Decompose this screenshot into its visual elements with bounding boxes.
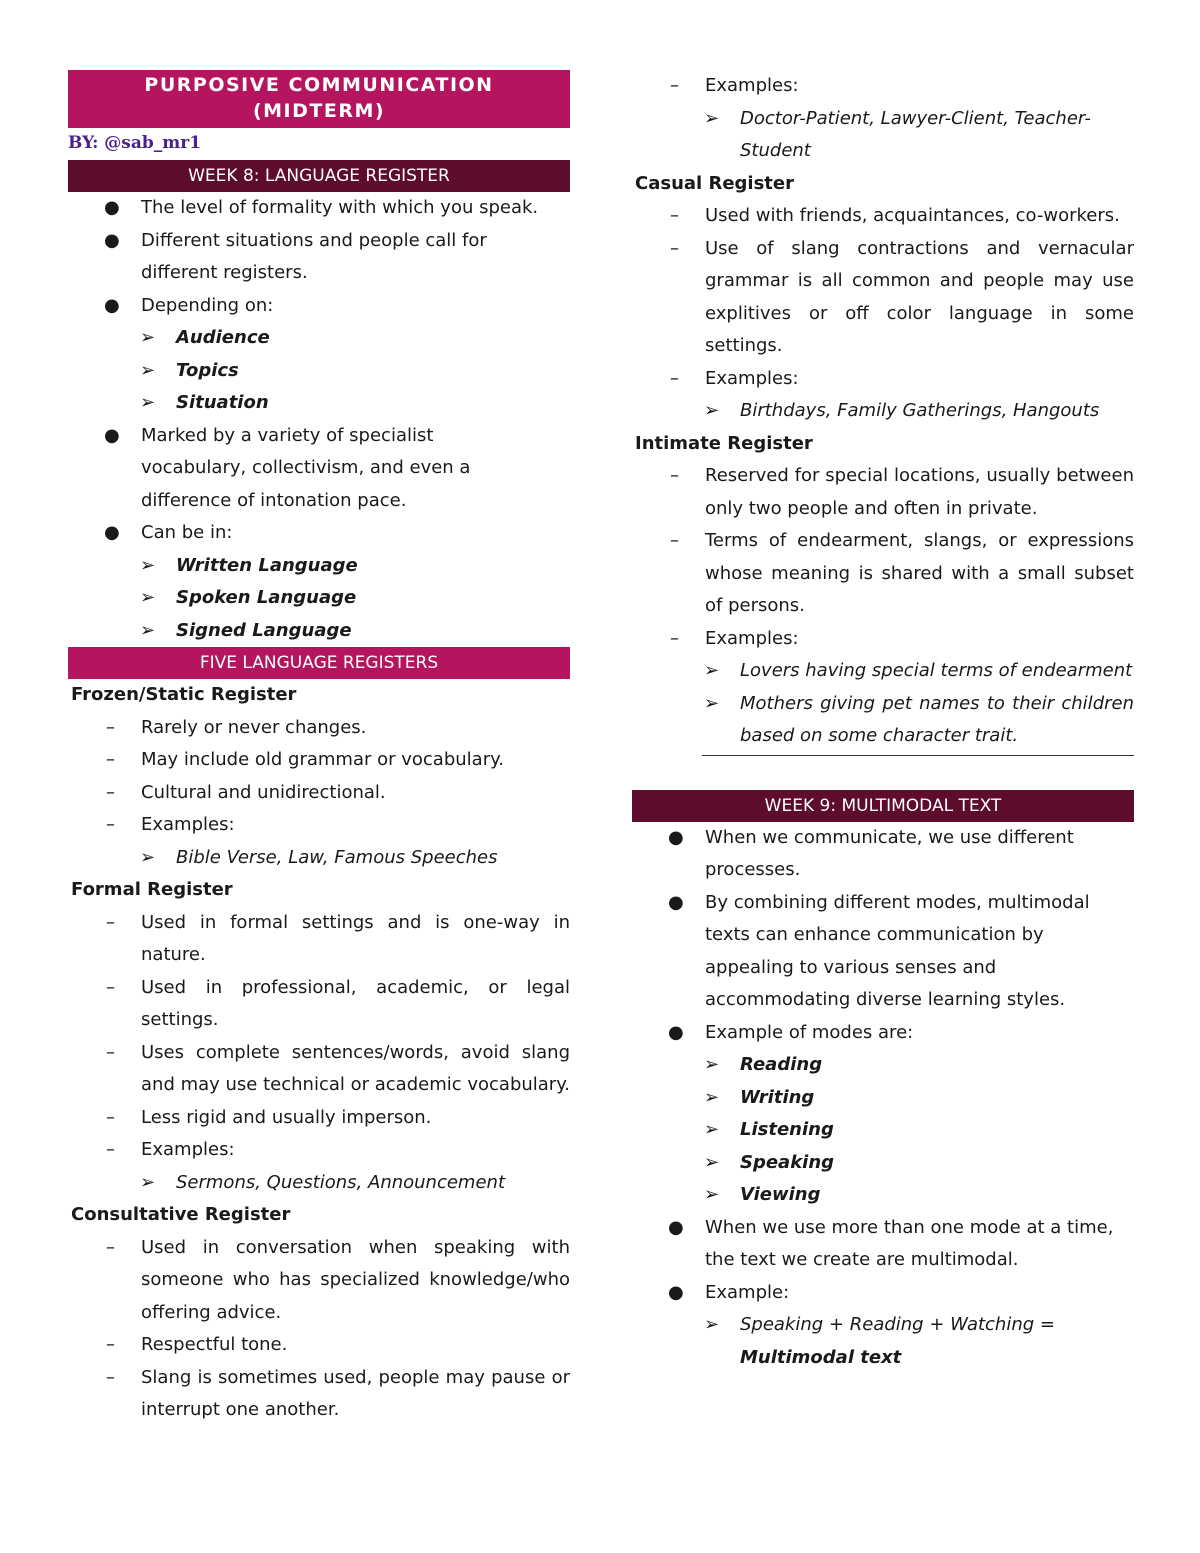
list-item: ➢ Speaking + Reading + Watching = Multimodal text (704, 1314, 1055, 1368)
list-item: ● Depending on: (104, 294, 274, 316)
list-item: – Examples: (670, 627, 799, 649)
week9-heading: WEEK 9: MULTIMODAL TEXT (632, 790, 1134, 822)
list-item: ➢ Audience (140, 327, 270, 348)
author-byline: BY: @sab_mr1 (68, 133, 202, 153)
list-item: – Used in conversation when speaking with someone who has specialized knowledge/who offering advice. (106, 1236, 570, 1323)
list-item: – Use of slang contractions and vernacular grammar is all common and people may use explitives or off color language in some settings. (670, 237, 1134, 356)
list-item: – May include old grammar or vocabulary. (106, 749, 504, 770)
consultative-register-title: Consultative Register (71, 1204, 291, 1225)
intimate-register-title: Intimate Register (635, 432, 813, 454)
list-item: ● Can be in: (104, 522, 233, 543)
list-item: ➢ Lovers having special terms of endearment (704, 660, 1133, 681)
title-line-1: PURPOSIVE COMMUNICATION (144, 74, 494, 96)
list-item: ➢ Viewing (704, 1184, 821, 1205)
list-item: ➢ Spoken Language (140, 587, 357, 608)
list-item: ➢ Mothers giving pet names to their children based on some character trait. (704, 692, 1134, 746)
list-item: ● Example of modes are: (668, 1021, 914, 1043)
list-item: ➢ Signed Language (140, 619, 352, 641)
example-result: Multimodal text (740, 1346, 902, 1368)
list-item: ● The level of formality with which you speak. (104, 197, 539, 218)
list-item: ➢ Topics (140, 359, 239, 381)
formal-register-title: Formal Register (71, 879, 233, 900)
list-item: – Cultural and unidirectional. (106, 781, 386, 803)
list-item: – Reserved for special locations, usually between only two people and often in private. (670, 465, 1134, 519)
list-item: – Respectful tone. (106, 1334, 288, 1355)
list-item: ● Different situations and people call for different registers. (104, 229, 487, 283)
five-registers-heading: FIVE LANGUAGE REGISTERS (68, 647, 570, 679)
list-item: ➢ Bible Verse, Law, Famous Speeches (140, 846, 498, 868)
right-column (632, 70, 1134, 1374)
document-title (68, 70, 570, 128)
list-item: – Examples: (106, 814, 235, 835)
list-item: ➢ Speaking (704, 1151, 835, 1173)
list-item: – Uses complete sentences/words, avoid slang and may use technical or academic vocabulary. (106, 1041, 571, 1095)
list-item: – Used with friends, acquaintances, co-workers. (670, 205, 1120, 226)
list-item: – Examples: (106, 1139, 235, 1160)
list-item: ➢ Listening (704, 1119, 834, 1140)
title-line-2: (MIDTERM) (252, 100, 386, 122)
list-item: ● When we use more than one mode at a time, the text we create are multimodal. (668, 1216, 1114, 1270)
list-item: – Used in professional, academic, or legal settings. (106, 976, 570, 1030)
list-item: ➢ Written Language (140, 554, 358, 576)
list-item: ➢ Birthdays, Family Gatherings, Hangouts (704, 400, 1100, 421)
list-item: ➢ Doctor-Patient, Lawyer-Client, Teacher-Student (704, 107, 1091, 161)
list-item: – Examples: (670, 367, 799, 389)
list-item: – Terms of endearment, slangs, or expressions whose meaning is shared with a small subset of persons. (670, 530, 1134, 616)
list-item: – Less rigid and usually imperson. (106, 1106, 432, 1128)
list-item: ● Marked by a variety of specialist vocabulary, collectivism, and even a difference of intonation pace. (104, 424, 471, 511)
list-item: – Examples: (670, 75, 799, 96)
list-item: – Slang is sometimes used, people may pause or interrupt one another. (106, 1366, 570, 1420)
list-item: – Rarely or never changes. (106, 716, 367, 738)
list-item: ➢ Reading (704, 1054, 823, 1075)
casual-register-title: Casual Register (635, 172, 794, 194)
list-item: ● By combining different modes, multimodal texts can enhance communication by appealing to various senses and accommodating diverse learning styles. (668, 891, 1090, 1010)
list-item: ➢ Sermons, Questions, Announcement (140, 1171, 506, 1193)
list-item: ➢ Situation (140, 392, 269, 413)
list-item: – Used in formal settings and is one-way in nature. (106, 911, 570, 965)
week8-heading: WEEK 8: LANGUAGE REGISTER (68, 160, 570, 192)
example-formula: Speaking + Reading + Watching = (740, 1314, 1055, 1335)
frozen-register-title: Frozen/Static Register (71, 684, 297, 705)
list-item: ● Example: (668, 1281, 790, 1303)
list-item: ● When we communicate, we use different processes. (668, 826, 1074, 880)
list-item: ➢ Writing (704, 1086, 815, 1108)
left-column (68, 70, 570, 1427)
